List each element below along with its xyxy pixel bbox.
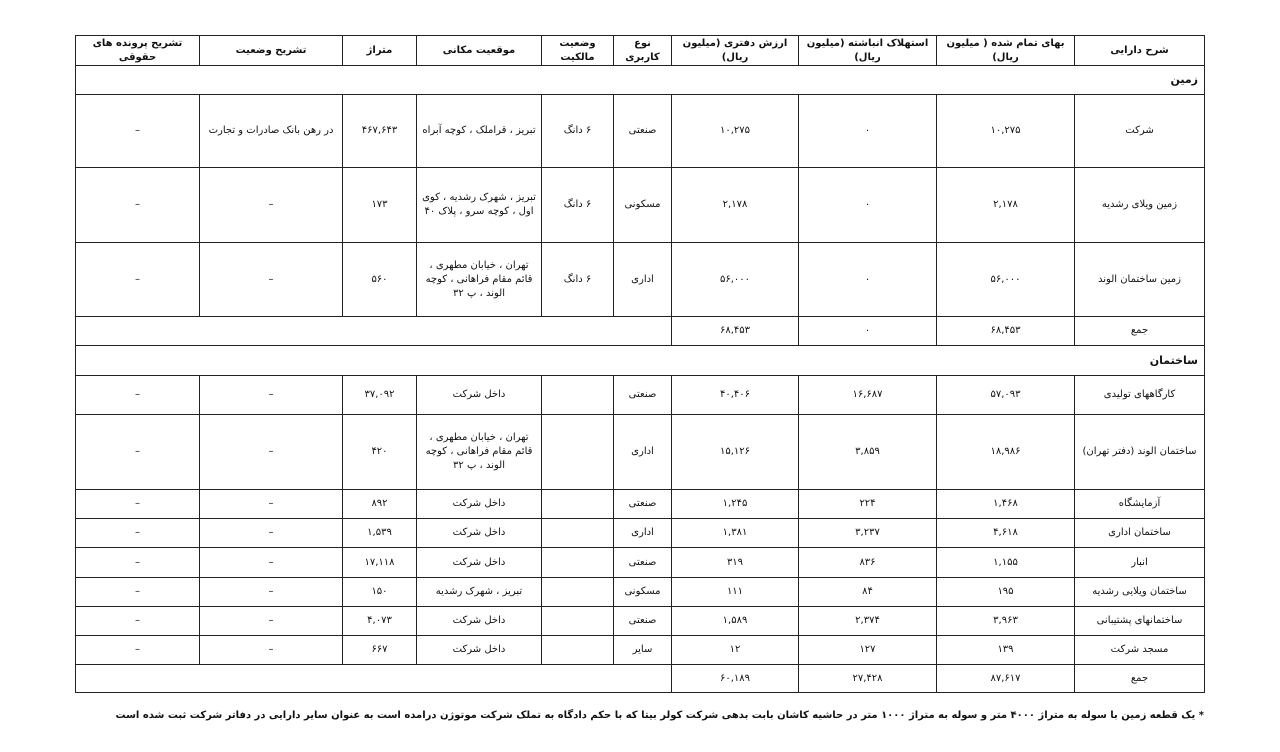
table-row bbox=[76, 95, 1205, 168]
table-row bbox=[76, 636, 1205, 665]
cell-description: ساختمانهای پشتیبانی bbox=[1075, 607, 1205, 636]
cell-book-value: ۱۰,۲۷۵ bbox=[672, 95, 799, 168]
cell-depreciation: ۰ bbox=[799, 168, 937, 243]
cell-description: انبار bbox=[1075, 548, 1205, 578]
cell-book-value: ۱,۵۸۹ bbox=[672, 607, 799, 636]
cell-status: در رهن بانک صادرات و تجارت bbox=[200, 95, 343, 168]
cell-book-value: ۳۱۹ bbox=[672, 548, 799, 578]
cell-ownership bbox=[542, 607, 614, 636]
table-row bbox=[76, 607, 1205, 636]
cell-description: زمین ساختمان الوند bbox=[1075, 243, 1205, 317]
cell-ownership: ۶ دانگ bbox=[542, 168, 614, 243]
cell-status: – bbox=[200, 168, 343, 243]
header-description: شرح دارایی bbox=[1075, 36, 1205, 66]
cell-book-value: ۱,۲۴۵ bbox=[672, 490, 799, 519]
cell-status: – bbox=[200, 519, 343, 548]
cell-area: ۱,۵۳۹ bbox=[343, 519, 417, 548]
cell-book-value: ۱۱۱ bbox=[672, 578, 799, 607]
cell-usage: صنعتی bbox=[614, 607, 672, 636]
cell-location: داخل شرکت bbox=[417, 519, 542, 548]
cell-ownership bbox=[542, 636, 614, 665]
cell-area: ۱۷۳ bbox=[343, 168, 417, 243]
cell-usage: سایر bbox=[614, 636, 672, 665]
total-depreciation: ۲۷,۴۲۸ bbox=[799, 665, 937, 693]
cell-legal: – bbox=[76, 243, 200, 317]
cell-legal: – bbox=[76, 519, 200, 548]
total-label: جمع bbox=[1075, 665, 1205, 693]
cell-ownership bbox=[542, 548, 614, 578]
cell-area: ۱۷,۱۱۸ bbox=[343, 548, 417, 578]
cell-description: زمین ویلای رشدیه bbox=[1075, 168, 1205, 243]
cell-status: – bbox=[200, 415, 343, 490]
header-area: متراژ bbox=[343, 36, 417, 66]
asset-table bbox=[75, 35, 1205, 693]
cell-location: تبریز ، شهرک رشدیه bbox=[417, 578, 542, 607]
cell-legal: – bbox=[76, 636, 200, 665]
cell-usage: اداری bbox=[614, 243, 672, 317]
cell-description: مسجد شرکت bbox=[1075, 636, 1205, 665]
cell-description: شرکت bbox=[1075, 95, 1205, 168]
cell-cost: ۱۸,۹۸۶ bbox=[937, 415, 1075, 490]
cell-status: – bbox=[200, 607, 343, 636]
cell-area: ۳۷,۰۹۲ bbox=[343, 376, 417, 415]
cell-area: ۴۲۰ bbox=[343, 415, 417, 490]
cell-legal: – bbox=[76, 490, 200, 519]
header-book-value: ارزش دفتری (میلیون ریال) bbox=[672, 36, 799, 66]
cell-cost: ۱۹۵ bbox=[937, 578, 1075, 607]
cell-ownership bbox=[542, 578, 614, 607]
cell-legal: – bbox=[76, 607, 200, 636]
table-row bbox=[76, 415, 1205, 490]
total-cost: ۶۸,۴۵۳ bbox=[937, 317, 1075, 346]
cell-depreciation: ۳,۸۵۹ bbox=[799, 415, 937, 490]
cell-ownership: ۶ دانگ bbox=[542, 243, 614, 317]
total-label: جمع bbox=[1075, 317, 1205, 346]
cell-usage: صنعتی bbox=[614, 95, 672, 168]
section-row-buildings bbox=[76, 346, 1205, 376]
cell-area: ۵۶۰ bbox=[343, 243, 417, 317]
cell-usage: مسکونی bbox=[614, 578, 672, 607]
cell-depreciation: ۰ bbox=[799, 243, 937, 317]
table-row bbox=[76, 376, 1205, 415]
cell-usage: صنعتی bbox=[614, 490, 672, 519]
cell-location: داخل شرکت bbox=[417, 376, 542, 415]
table-row bbox=[76, 548, 1205, 578]
header-usage: نوع کاربری bbox=[614, 36, 672, 66]
cell-description: آزمایشگاه bbox=[1075, 490, 1205, 519]
cell-description: ساختمان ویلایی رشدیه bbox=[1075, 578, 1205, 607]
section-row-land bbox=[76, 66, 1205, 95]
cell-usage: صنعتی bbox=[614, 376, 672, 415]
cell-cost: ۱,۱۵۵ bbox=[937, 548, 1075, 578]
table-row bbox=[76, 243, 1205, 317]
cell-legal: – bbox=[76, 578, 200, 607]
cell-depreciation: ۳,۲۳۷ bbox=[799, 519, 937, 548]
cell-area: ۱۵۰ bbox=[343, 578, 417, 607]
cell-cost: ۱۰,۲۷۵ bbox=[937, 95, 1075, 168]
cell-cost: ۱۳۹ bbox=[937, 636, 1075, 665]
cell-usage: اداری bbox=[614, 519, 672, 548]
header-depreciation: استهلاک انباشته (میلیون ریال) bbox=[799, 36, 937, 66]
cell-legal: – bbox=[76, 95, 200, 168]
header-row bbox=[76, 36, 1205, 66]
total-row-buildings bbox=[76, 665, 1205, 693]
section-title-buildings: ساختمان bbox=[76, 346, 1205, 376]
cell-cost: ۱,۴۶۸ bbox=[937, 490, 1075, 519]
cell-depreciation: ۲۲۴ bbox=[799, 490, 937, 519]
cell-legal: – bbox=[76, 415, 200, 490]
cell-depreciation: ۸۳۶ bbox=[799, 548, 937, 578]
table-row bbox=[76, 490, 1205, 519]
header-status: تشریح وضعیت bbox=[200, 36, 343, 66]
cell-depreciation: ۸۴ bbox=[799, 578, 937, 607]
header-location: موقعیت مکانی bbox=[417, 36, 542, 66]
cell-usage: اداری bbox=[614, 415, 672, 490]
cell-location: داخل شرکت bbox=[417, 607, 542, 636]
cell-location: داخل شرکت bbox=[417, 490, 542, 519]
cell-location: تهران ، خیابان مطهری ، قائم مقام فراهانی ، کوچه الوند ، پ ۳۲ bbox=[417, 415, 542, 490]
total-empty-cell bbox=[76, 317, 672, 346]
cell-status: – bbox=[200, 490, 343, 519]
header-legal: تشریح پرونده های حقوقی bbox=[76, 36, 200, 66]
cell-area: ۴۶۷,۶۴۳ bbox=[343, 95, 417, 168]
cell-book-value: ۵۶,۰۰۰ bbox=[672, 243, 799, 317]
cell-legal: – bbox=[76, 548, 200, 578]
cell-description: ساختمان الوند (دفتر تهران) bbox=[1075, 415, 1205, 490]
cell-ownership bbox=[542, 490, 614, 519]
cell-book-value: ۴۰,۴۰۶ bbox=[672, 376, 799, 415]
table-row bbox=[76, 168, 1205, 243]
cell-usage: صنعتی bbox=[614, 548, 672, 578]
cell-location: داخل شرکت bbox=[417, 548, 542, 578]
total-empty-cell bbox=[76, 665, 672, 693]
cell-cost: ۴,۶۱۸ bbox=[937, 519, 1075, 548]
cell-cost: ۵۷,۰۹۳ bbox=[937, 376, 1075, 415]
cell-cost: ۲,۱۷۸ bbox=[937, 168, 1075, 243]
cell-cost: ۵۶,۰۰۰ bbox=[937, 243, 1075, 317]
cell-legal: – bbox=[76, 376, 200, 415]
cell-depreciation: ۱۶,۶۸۷ bbox=[799, 376, 937, 415]
total-book-value: ۶۸,۴۵۳ bbox=[672, 317, 799, 346]
cell-legal: – bbox=[76, 168, 200, 243]
cell-location: تبریز ، قراملک ، کوچه آبراه bbox=[417, 95, 542, 168]
cell-depreciation: ۱۲۷ bbox=[799, 636, 937, 665]
cell-status: – bbox=[200, 636, 343, 665]
cell-cost: ۳,۹۶۳ bbox=[937, 607, 1075, 636]
cell-ownership bbox=[542, 415, 614, 490]
cell-status: – bbox=[200, 243, 343, 317]
header-ownership: وضعیت مالکیت bbox=[542, 36, 614, 66]
cell-location: تهران ، خیابان مطهری ، قائم مقام فراهانی ، کوچه الوند ، پ ۳۲ bbox=[417, 243, 542, 317]
cell-usage: مسکونی bbox=[614, 168, 672, 243]
cell-ownership bbox=[542, 519, 614, 548]
table-row bbox=[76, 519, 1205, 548]
cell-ownership bbox=[542, 376, 614, 415]
header-cost: بهای تمام شده ( میلیون ریال) bbox=[937, 36, 1075, 66]
cell-area: ۴,۰۷۳ bbox=[343, 607, 417, 636]
table-row bbox=[76, 578, 1205, 607]
cell-book-value: ۱,۳۸۱ bbox=[672, 519, 799, 548]
cell-description: ساختمان اداری bbox=[1075, 519, 1205, 548]
total-row-land bbox=[76, 317, 1205, 346]
cell-depreciation: ۰ bbox=[799, 95, 937, 168]
total-book-value: ۶۰,۱۸۹ bbox=[672, 665, 799, 693]
cell-location: تبریز ، شهرک رشدیه ، کوی اول ، کوچه سرو ، پلاک ۴۰ bbox=[417, 168, 542, 243]
section-title-land: زمین bbox=[76, 66, 1205, 95]
cell-book-value: ۱۵,۱۲۶ bbox=[672, 415, 799, 490]
cell-status: – bbox=[200, 376, 343, 415]
cell-area: ۶۶۷ bbox=[343, 636, 417, 665]
cell-area: ۸۹۲ bbox=[343, 490, 417, 519]
total-cost: ۸۷,۶۱۷ bbox=[937, 665, 1075, 693]
footnote: * یک قطعه زمین با سوله به متراژ ۴۰۰۰ متر و سوله به متراژ ۱۰۰۰ متر در حاشیه کاشان بابت بدهی شرکت کولر بیتا که با حکم دادگاه به تملک شرکت موتوژن درامده است به عنوان سایر دارایی در دفاتر شرکت ثبت شده است bbox=[115, 710, 1204, 721]
cell-book-value: ۱۲ bbox=[672, 636, 799, 665]
cell-status: – bbox=[200, 578, 343, 607]
cell-depreciation: ۲,۳۷۴ bbox=[799, 607, 937, 636]
cell-book-value: ۲,۱۷۸ bbox=[672, 168, 799, 243]
cell-status: – bbox=[200, 548, 343, 578]
cell-ownership: ۶ دانگ bbox=[542, 95, 614, 168]
total-depreciation: ۰ bbox=[799, 317, 937, 346]
cell-description: کارگاههای تولیدی bbox=[1075, 376, 1205, 415]
cell-location: داخل شرکت bbox=[417, 636, 542, 665]
